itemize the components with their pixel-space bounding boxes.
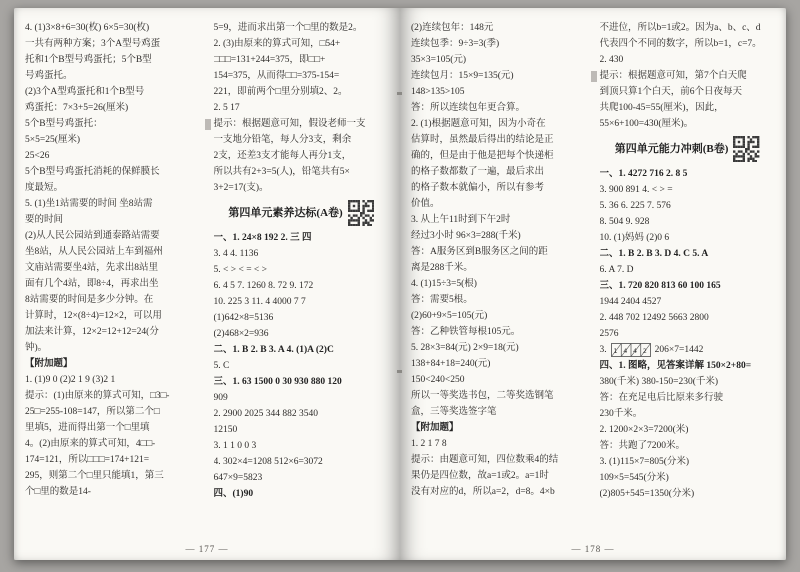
answer-line: 221，即前两个□里分别填2、2。 bbox=[213, 87, 348, 97]
answer-line: 3. 从上午11时到下午2时 bbox=[411, 215, 511, 225]
answer-line: 8. 504 9. 928 bbox=[599, 217, 650, 227]
answer-line: 4. (1)3×8+6=30(枚) 6×5=30(枚) bbox=[25, 23, 150, 33]
answer-line: 4. (1)15÷3=5(根) bbox=[411, 279, 477, 289]
answer-line: 148>135>105 bbox=[411, 87, 465, 97]
answer-line: 号鸡蛋托。 bbox=[25, 71, 73, 81]
answer-line: 坐8站，从人民公园站上车到福州 bbox=[25, 247, 163, 257]
answer-line: 25□=255-108=147，所以第二个□ bbox=[25, 407, 160, 417]
answer-line: 2. 5 17 bbox=[213, 103, 240, 113]
answer-line: (2)从人民公园站到通泰路站需要 bbox=[25, 231, 160, 241]
answer-line: 【附加题】 bbox=[25, 359, 73, 369]
answer-line: 2. 430 bbox=[599, 55, 624, 65]
answer-line: 不进位，所以b=1或2。因为a、b、c、d bbox=[599, 23, 761, 33]
answer-line: 离是288千米。 bbox=[411, 263, 473, 273]
answer-line: 钟)。 bbox=[25, 343, 48, 353]
svg-text:4: 4 bbox=[632, 347, 637, 355]
answer-line: 2576 bbox=[599, 329, 619, 339]
answer-line: 2. (3)由原来的算式可知，□54+ bbox=[213, 39, 341, 49]
answer-line: 3. 1 1 0 0 3 bbox=[213, 441, 257, 451]
answer-line: (2)468×2=936 bbox=[213, 329, 269, 339]
answer-line: 35×3=105(元) bbox=[411, 55, 467, 65]
answer-line: 5=9，进而求出第一个□里的数是2。 bbox=[213, 23, 363, 33]
svg-text:2: 2 bbox=[642, 347, 647, 355]
answer-line: 150<240<250 bbox=[411, 375, 465, 385]
answer-line: 5个B型号鸡蛋托消耗的保鲜膜长 bbox=[25, 167, 160, 177]
answer-line: 一、1. 4272 716 2. 8 5 bbox=[599, 169, 688, 179]
answer-line: 230千米。 bbox=[599, 409, 643, 419]
answer-line: 一、1. 24×8 192 2. 三 四 bbox=[213, 233, 312, 243]
answer-line: 没有对应的d，所以a=2，d=8。4×b bbox=[411, 487, 555, 497]
answer-line: 3. (1)115×7=805(分米) bbox=[599, 457, 690, 467]
answer-line: 5. < > < = < > bbox=[213, 265, 268, 275]
answer-line: 连续包月：15×9=135(元) bbox=[411, 71, 514, 81]
answer-line: 个□里的数是14- bbox=[25, 487, 91, 497]
answer-line: 一支地分铅笔，每人分3支，剩余 bbox=[213, 135, 352, 145]
page-177 bbox=[14, 8, 400, 560]
answer-line: 5. 36 6. 225 7. 576 bbox=[599, 201, 671, 211]
answer-line: 55×6+100=430(厘米)。 bbox=[599, 119, 694, 129]
diagram-prefix: 3. bbox=[599, 345, 607, 355]
qr-code-icon bbox=[348, 200, 374, 226]
answer-line: (1)642×8=5136 bbox=[213, 313, 274, 323]
gutter-mark bbox=[397, 92, 402, 95]
page-number-left: — 177 — bbox=[185, 544, 229, 554]
answer-line: 共爬100-45=55(厘米)，因此， bbox=[599, 103, 724, 113]
answer-line: 1. (1)9 0 (2)2 1 9 (3)2 1 bbox=[25, 375, 116, 385]
answer-line: 909 bbox=[213, 393, 228, 403]
answer-line: 295，则第二个□里只能填1，第三 bbox=[25, 471, 164, 481]
section-title: 第四单元能力冲刺(B卷) bbox=[614, 143, 729, 155]
answer-line: 6. 4 5 7. 1260 8. 72 9. 172 bbox=[213, 281, 314, 291]
page-number-right: — 178 — bbox=[571, 544, 615, 554]
answer-line: 2. 1200×2×3=7200(米) bbox=[599, 425, 689, 435]
answer-line: 647×9=5823 bbox=[213, 473, 263, 483]
answer-line: 6. A 7. D bbox=[599, 265, 634, 275]
answer-line: 连续包季：9÷3=3(季) bbox=[411, 39, 500, 49]
answer-line: 5. C bbox=[213, 361, 230, 371]
answer-line: 4。(2)由原来的算式可知，4□□- bbox=[25, 439, 156, 449]
answer-line: 托和1个B型号鸡蛋托；5个B型 bbox=[25, 55, 152, 65]
answer-column-4 bbox=[600, 20, 776, 526]
answer-line: 经过3小时 96×3=288(千米) bbox=[411, 231, 521, 241]
section-header bbox=[214, 196, 390, 230]
hint-line: 提示：根据题意可知，假设老师一支 bbox=[214, 116, 390, 132]
lattice-diagram-line bbox=[600, 342, 776, 358]
answer-line: 到顶只算1个白天，前6个日夜每天 bbox=[599, 87, 743, 97]
answer-line: 确的，但是由于他是把每个快递柜 bbox=[411, 151, 554, 161]
answer-line: 138+84+18=240(元) bbox=[411, 359, 491, 369]
hint-line: 提示：根据题意可知，第7个白天爬 bbox=[600, 68, 776, 84]
answer-column-2 bbox=[214, 20, 390, 526]
answer-line: 答：需要5根。 bbox=[411, 295, 473, 305]
answer-line: 价值。 bbox=[411, 199, 440, 209]
answer-line: 2. 2900 2025 344 882 3540 bbox=[213, 409, 318, 419]
answer-line: 果仍是四位数，故a=1或2。a=1时 bbox=[411, 471, 549, 481]
answer-line: 5×5=25(厘米) bbox=[25, 135, 81, 145]
answer-line: 1944 2404 4527 bbox=[599, 297, 662, 307]
answer-line: 答：A服务区到B服务区之间的距 bbox=[411, 247, 548, 257]
section-header bbox=[600, 132, 776, 166]
answer-line: 154=375，从而得□□=375-154= bbox=[213, 71, 340, 81]
answer-line: (2)连续包年：148元 bbox=[411, 23, 494, 33]
answer-line: 计算时，12×(8÷4)=12×2，可以用 bbox=[25, 311, 162, 321]
answer-line: 鸡蛋托：7×3+5=26(厘米) bbox=[25, 103, 129, 113]
answer-line: 所以共有2+3=5(人)，铅笔共有5× bbox=[213, 167, 350, 177]
answer-line: 1. 2 1 7 8 bbox=[411, 439, 447, 449]
svg-text:4: 4 bbox=[622, 347, 628, 355]
book-spread bbox=[14, 8, 786, 560]
answer-line: 10. (1)妈妈 (2)0 6 bbox=[599, 233, 670, 243]
hint-line: 2. (1)根据题意可知，因为小奇在 bbox=[411, 116, 587, 132]
diagram-caption: 206×7=1442 bbox=[654, 345, 704, 355]
answer-line: 答：乙种铁管每根105元。 bbox=[411, 327, 521, 337]
answer-line: 5. (1)坐1站需要的时间 坐8站需 bbox=[25, 199, 153, 209]
svg-text:1: 1 bbox=[613, 347, 618, 355]
answer-line: 加法来计算，12×2=12+12=24(分 bbox=[25, 327, 159, 337]
answer-line: 109×5=545(分米) bbox=[599, 473, 669, 483]
answer-line: 答：所以连续包年更合算。 bbox=[411, 103, 526, 113]
answer-line: 估算时，虽然最后得出的结论是正 bbox=[411, 135, 554, 145]
answer-line: 三、1. 63 1500 0 30 930 880 120 bbox=[213, 377, 342, 387]
answer-line: 一共有两种方案；3个A型号鸡蛋 bbox=[25, 39, 161, 49]
answer-line: 答：在充足电后比原来多行驶 bbox=[599, 393, 724, 403]
answer-line: (2)60+9×5=105(元) bbox=[411, 311, 488, 321]
answer-line: □□□=131+244=375，即□□+ bbox=[213, 55, 326, 65]
answer-column-3 bbox=[411, 20, 587, 526]
page-178 bbox=[400, 8, 786, 560]
answer-line: 代表四个不同的数字，所以b=1，c=7。 bbox=[599, 39, 762, 49]
answer-column-1 bbox=[25, 20, 201, 526]
answer-line: 要的时间 bbox=[25, 215, 64, 225]
hint-line: 提示：(1)由原来的算式可知，□3□- bbox=[25, 388, 201, 404]
lattice-grid-icon bbox=[611, 343, 651, 357]
answer-line: 5个B型号鸡蛋托： bbox=[25, 119, 103, 129]
answer-line: 12150 bbox=[213, 425, 238, 435]
answer-line: 【附加题】 bbox=[411, 423, 459, 433]
answer-line: 文庙站需要坐4站，先求出8站里 bbox=[25, 263, 159, 273]
answer-line: 380(千米) 380-150=230(千米) bbox=[599, 377, 719, 387]
section-title: 第四单元素养达标(A卷) bbox=[228, 207, 343, 219]
answer-line: 174=121，所以□□□=174+121= bbox=[25, 455, 150, 465]
answer-line: 4. 302×4=1208 512×6=3072 bbox=[213, 457, 323, 467]
qr-code-icon bbox=[733, 136, 759, 162]
answer-line: (2)805+545=1350(分米) bbox=[599, 489, 695, 499]
answer-line: 二、1. B 2. B 3. A 4. (1)A (2)C bbox=[213, 345, 334, 355]
answer-line: 3+2=17(支)。 bbox=[213, 183, 269, 193]
gutter-mark bbox=[397, 370, 402, 373]
hint-line: 提示：由题意可知，四位数乘4的结 bbox=[411, 452, 587, 468]
answer-line: 10. 225 3 11. 4 4000 7 7 bbox=[213, 297, 306, 307]
answer-line: 25<26 bbox=[25, 151, 50, 161]
answer-line: (2)3个A型鸡蛋托和1个B型号 bbox=[25, 87, 145, 97]
page-177-columns bbox=[25, 20, 389, 526]
answer-line: 的格子数本就偏小，所以有参考 bbox=[411, 183, 545, 193]
answer-line: 答：共跑了7200米。 bbox=[599, 441, 686, 451]
answer-line: 三、1. 720 820 813 60 100 165 bbox=[599, 281, 721, 291]
page-178-columns bbox=[411, 20, 775, 526]
answer-line: 5. 28×3=84(元) 2×9=18(元) bbox=[411, 343, 519, 353]
answer-line: 3. 900 891 4. < > = bbox=[599, 185, 673, 195]
answer-line: 的格子数都数了一遍，最后求出 bbox=[411, 167, 545, 177]
answer-line: 盒，三等奖选签字笔 bbox=[411, 407, 497, 417]
answer-line: 二、1. B 2. B 3. D 4. C 5. A bbox=[599, 249, 709, 259]
answer-line: 2支，还差3支才能每人再分1支， bbox=[213, 151, 352, 161]
answer-line: 2. 448 702 12492 5663 2800 bbox=[599, 313, 709, 323]
answer-line: 面有几个4站，即8÷4，再求出坐 bbox=[25, 279, 159, 289]
answer-line: 8站需要的时间是多少分钟。在 bbox=[25, 295, 154, 305]
answer-line: 里填5，进而得出第一个□里填 bbox=[25, 423, 150, 433]
answer-line: 所以一等奖选书包，二等奖选钢笔 bbox=[411, 391, 554, 401]
answer-line: 3. 4 4. 1136 bbox=[213, 249, 259, 259]
answer-line: 四、(1)90 bbox=[213, 489, 254, 499]
answer-line: 度最短。 bbox=[25, 183, 64, 193]
answer-line: 四、1. 图略，见答案详解 150×2+80= bbox=[599, 361, 752, 371]
